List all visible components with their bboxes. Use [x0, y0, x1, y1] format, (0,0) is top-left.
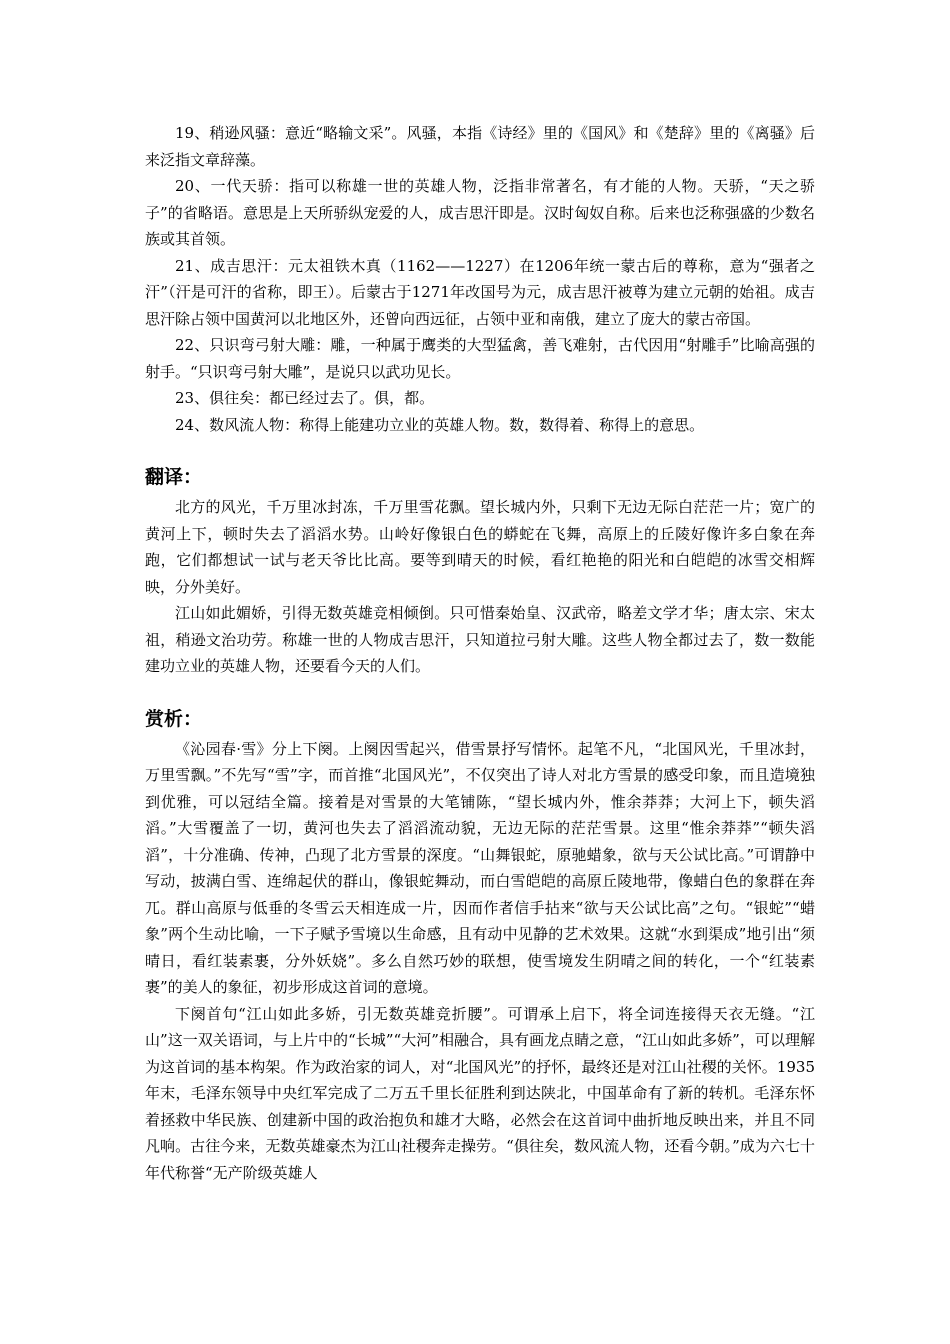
note-19: 19、稍逊风骚：意近“略输文采”。风骚，本指《诗经》里的《国风》和《楚辞》里的《离骚》后来泛指文章辞藻。 [145, 124, 815, 169]
note-20: 20、一代天骄：指可以称雄一世的英雄人物，泛指非常著名，有才能的人物。天骄，“天之骄子”的省略语。意思是上天所骄纵宠爱的人，成吉思汗即是。汉时匈奴自称。后来也泛称强盛的少数名族或其首领。 [145, 177, 815, 248]
analysis-heading: 赏析： [145, 707, 203, 730]
notes-list [145, 120, 815, 438]
translation-heading: 翻译： [145, 466, 203, 488]
analysis-paragraph: 下阕首句“江山如此多娇，引无数英雄竞折腰”。可谓承上启下，将全词连接得天衣无缝。“江山”这一双关语词，与上片中的“长城”“大河”相融合，具有画龙点睛之意，“江山如此多娇”，可以理解为这首词的基本构架。作为政治家的词人，对“北国风光”的抒怀，最终还是对江山社稷的关怀。1935年末，毛泽东领导中央红军完成了二万五千里长征胜利到达陕北，中国革命有了新的转机。毛泽东怀着拯救中华民族、创建新中国的政治抱负和雄才大略，必然会在这首词中曲折地反映出来，并且不同凡响。古往今来，无数英雄豪杰为江山社稷奔走操劳。“俱往矣，数风流人物，还看今朝。”成为六七十年代称誉“无产阶级英雄人 [145, 1004, 815, 1182]
note-24: 24、数风流人物：称得上能建功立业的英雄人物。数，数得着、称得上的意思。 [175, 415, 705, 434]
analysis-section [145, 706, 815, 732]
translation-paragraph: 江山如此媚娇，引得无数英雄竞相倾倒。只可惜秦始皇、汉武帝，略差文学才华；唐太宗、宋太祖，稍逊文治功劳。称雄一世的人物成吉思汗，只知道拉弓射大雕。这些人物全都过去了，数一数能建功立业的英雄人物，还要看今天的人们。 [145, 604, 815, 675]
translation-section [145, 464, 815, 490]
translation-paragraph: 北方的风光，千万里冰封冻，千万里雪花飘。望长城内外，只剩下无边无际白茫茫一片；宽广的黄河上下，顿时失去了滔滔水势。山岭好像银白色的蟒蛇在飞舞，高原上的丘陵好像许多白象在奔跑，它们都想试一试与老天爷比比高。要等到晴天的时候，看红艳艳的阳光和白皑皑的冰雪交相辉映，分外美好。 [145, 498, 815, 596]
note-23: 23、俱往矣：都已经过去了。俱，都。 [175, 389, 435, 407]
document-page [145, 120, 815, 1186]
analysis-paragraph: 《沁园春·雪》分上下阕。上阕因雪起兴，借雪景抒写情怀。起笔不凡，“北国风光，千里冰封，万里雪飘。”不先写“雪”字，而首推“北国风光”，不仅突出了诗人对北方雪景的感受印象，而且造境独到优雅，可以冠结全篇。接着是对雪景的大笔铺陈，“望长城内外，惟余莽莽；大河上下，顿失滔滔。”大雪覆盖了一切，黄河也失去了滔滔流动貌，无边无际的茫茫雪景。这里“惟余莽莽”“顿失滔滔”，十分准确、传神，凸现了北方雪景的深度。“山舞银蛇，原驰蜡象，欲与天公试比高。”可谓静中写动，披满白雪、连绵起伏的群山，像银蛇舞动，而白雪皑皑的高原丘陵地带，像蜡白色的象群在奔兀。群山高原与低垂的冬雪云天相连成一片，因而作者信手拈来“欲与天公试比高”之句。“银蛇”“蜡象”两个生动比喻，一下子赋予雪境以生命感，且有动中见静的艺术效果。这就“水到渠成”地引出“须晴日，看红装素裹，分外妖娆”。多么自然巧妙的联想，使雪境发生阴晴之间的转化，一个“红装素裹”的美人的象征，初步形成这首词的意境。 [145, 739, 815, 996]
note-22: 22、只识弯弓射大雕：雕，一种属于鹰类的大型猛禽，善飞难射，古代因用“射雕手”比喻高强的射手。“只识弯弓射大雕”，是说只以武功见长。 [145, 336, 815, 381]
note-21: 21、成吉思汗：元太祖铁木真（1162——1227）在1206年统一蒙古后的尊称，意为“强者之汗”（汗是可汗的省称，即王）。后蒙古于1271年改国号为元，成吉思汗被尊为建立元朝的始祖。成吉思汗除占领中国黄河以北地区外，还曾向西远征，占领中亚和南俄，建立了庞大的蒙古帝国。 [145, 256, 815, 328]
